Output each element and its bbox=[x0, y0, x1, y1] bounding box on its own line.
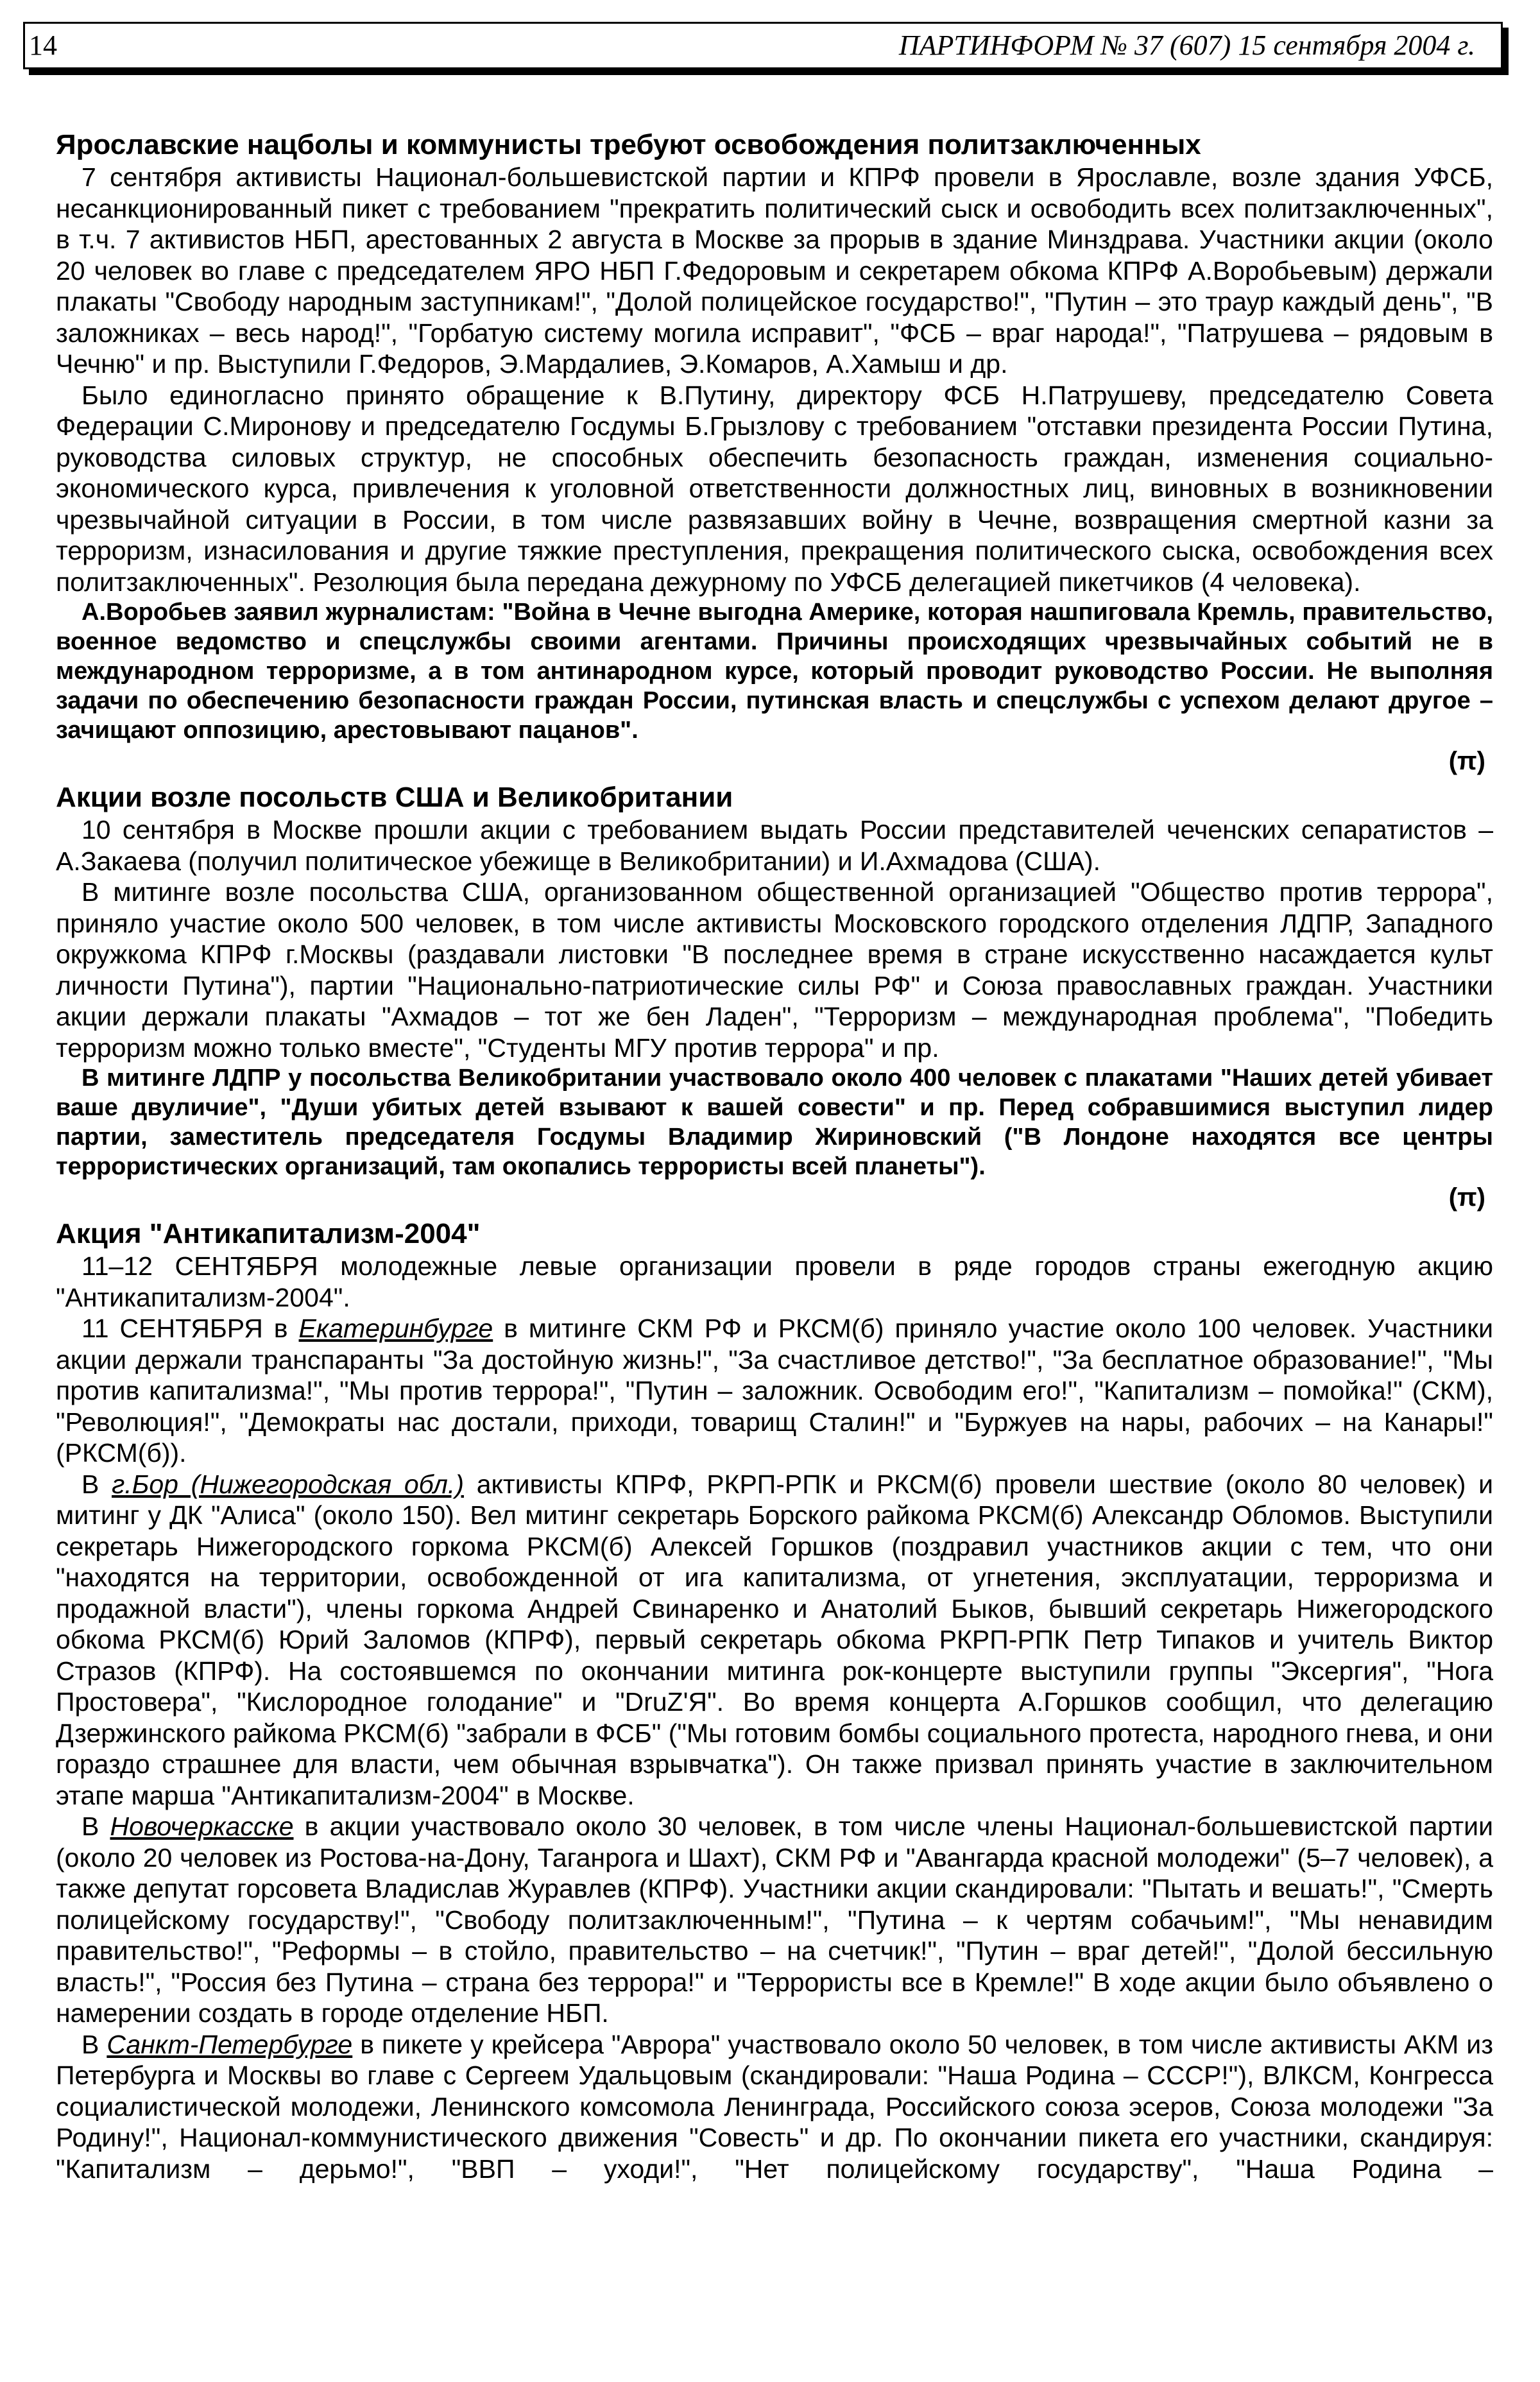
city-link[interactable]: Екатеринбурге bbox=[298, 1314, 493, 1343]
paragraph: 7 сентября активисты Национал-большевистской партии и КПРФ провели в Ярославле, возле здания УФСБ, несанкционированный пикет с требованием "прекратить политический сыск и освободить всех политзаключенных", в т.ч. 7 активистов НБП, арестованных 2 августа в Москве за прорыв в здание Минздрава. Участники акции (около 20 человек во главе с председателем ЯРО НБП Г.Федоровым и секретарем обкома КПРФ А.Воробьевым) держали плакаты "Свободу народным заступникам!", "Долой полицейское государство!", "Путин – это траур каждый день", "В заложниках – весь народ!", "Горбатую систему могила исправит", "ФСБ – враг народа!", "Патрушева – рядовым в Чечню" и пр. Выступили Г.Федоров, Э.Мардалиев, Э.Комаров, А.Хамыш и др. bbox=[56, 162, 1493, 379]
city-paragraph-novocherkassk bbox=[56, 1811, 1493, 2029]
article-title: Ярославские нацболы и коммунисты требуют освобождения политзаключенных bbox=[56, 129, 1201, 160]
paragraph: 11–12 СЕНТЯБРЯ молодежные левые организации провели в ряде городов страны ежегодную акцию "Антикапитализм-2004". bbox=[56, 1251, 1493, 1312]
text: в пикете у крейсера "Аврора" участвовало около 50 человек, в том числе активисты АКМ из Петербурга и Москвы во главе с Сергеем Удальцовым (скандировали: "Наша Родина – СССР!"), ВЛКСМ, Конгресса социалистической молодежи, Ленинского комсомола Ленинграда, Российского союза эсеров, Союза молодежи "За Родину!", Национал-коммунистического движения "Совесть" и др. По окончании пикета его участники, скандируя: "Капитализм – дерьмо!", "ВВП – уходи!", "Нет полицейскому государству", "Наша Родина – bbox=[56, 2029, 1493, 2184]
city-paragraph-ekaterinburg bbox=[56, 1313, 1493, 1469]
city-link[interactable]: Новочеркасске bbox=[110, 1812, 294, 1841]
author-signature: (π) bbox=[1448, 747, 1485, 775]
paragraph: 10 сентября в Москве прошли акции с требованием выдать России представителей чеченских сепаратистов – А.Закаева (получил политическое убежище в Великобритании) и И.Ахмадова (США). bbox=[56, 815, 1493, 876]
page-number: 14 bbox=[29, 30, 57, 61]
article-title: Акция "Антикапитализм-2004" bbox=[56, 1218, 481, 1249]
city-paragraph-spb bbox=[56, 2029, 1493, 2185]
page-content bbox=[56, 128, 1493, 2188]
text: В bbox=[81, 1812, 110, 1841]
text: в митинге СКМ РФ и РКСМ(б) приняло участие около 100 человек. Участники акции держали транспаранты "За достойную жизнь!", "За счастливое детство!", "За бесплатное образование!", "Мы против капитализма!", "Мы против террора!", "Путин – заложник. Освободим его!", "Капитализм – помойка!" (СКМ), "Революция!", "Демократы нас достали, приходи, товарищ Сталин!" и "Буржуев на нары, рабочих – на Канары!" (РКСМ(б)). bbox=[56, 1314, 1493, 1468]
publication-title: ПАРТИНФОРМ № 37 (607) 15 сентября 2004 г. bbox=[898, 30, 1475, 61]
page-header bbox=[23, 22, 1503, 69]
city-link[interactable]: Санкт-Петербурге bbox=[107, 2029, 353, 2059]
paragraph: Было единогласно принято обращение к В.Путину, директору ФСБ Н.Патрушеву, председателю Совета Федерации С.Миронову и председателю Госдумы Б.Грызлову с требованием "отставки президента России Путина, руководства силовых структур, не способных обеспечить безопасность граждан, изменения социально-экономического курса, привлечения к уголовной ответственности должностных лиц, виновных в возникновении чрезвычайной ситуации в России, в том числе развязавших войну в Чечне, возвращения смертной казни за терроризм, изнасилования и другие тяжкие преступления, прекращения политического сыска, освобождения всех политзаключенных". Резолюция была передана дежурному по УФСБ делегацией пикетчиков (4 человека). bbox=[56, 380, 1493, 597]
bold-paragraph: В митинге ЛДПР у посольства Великобритании участвовало около 400 человек с плакатами "Наших детей убивает ваше двуличие", "Души убитых детей взывают к вашей совести" и пр. Перед собравшимися выступил лидер партии, заместитель председателя Госдумы Владимир Жириновский ("В Лондоне находятся все центры террористических организаций, там окопались террористы всей планеты"). bbox=[56, 1065, 1493, 1180]
text: В bbox=[81, 2029, 107, 2059]
city-link[interactable]: г.Бор (Нижегородская обл.) bbox=[112, 1469, 464, 1499]
article-title: Акции возле посольств США и Великобритании bbox=[56, 782, 733, 813]
author-signature: (π) bbox=[1448, 1183, 1485, 1212]
article-anticapitalism bbox=[56, 1217, 1493, 2184]
text: в акции участвовало около 30 человек, в том числе члены Национал-большевистской партии (около 20 человек из Ростова-на-Дону, Таганрога и Шахт), СКМ РФ и "Авангарда красной молодежи" (5–7 человек), а также депутат горсовета Владислав Журавлев (КПРФ). Участники акции скандировали: "Пытать и вешать!", "Смерть полицейскому государству!", "Свободу политзаключенным!", "Путина – к чертям собачьим!", "Мы ненавидим правительство!", "Реформы – в стойло, правительство – на счетчик!", "Путин – враг детей!", "Долой бессильную власть!", "Россия без Путина – страна без террора!" и "Террористы все в Кремле!" В ходе акции было объявлено о намерении создать в городе отделение НБП. bbox=[56, 1812, 1493, 2028]
bold-paragraph: А.Воробьев заявил журналистам: "Война в Чечне выгодна Америке, которая нашпиговала Кремль, правительство, военное ведомство и спецслужбы своими агентами. Причины происходящих чрезвычайных событий не в международном терроризме, а в том антинародном курсе, который проводит руководство России. Не выполняя задачи по обеспечению безопасности граждан России, путинская власть и спецслужбы с успехом делают другое – зачищают оппозицию, арестовывают пацанов". bbox=[56, 599, 1493, 744]
article-embassies bbox=[56, 781, 1493, 1213]
paragraph: В митинге возле посольства США, организованном общественной организацией "Общество против террора", приняло участие около 500 человек, в том числе активисты Московского городского отделения ЛДПР, Западного окружкома КПРФ г.Москвы (раздавали листовки "В последнее время в стране искусственно насаждается культ личности Путина"), партии "Национально-патриотические силы РФ" и Союза православных граждан. Участники акции держали плакаты "Ахмадов – тот же бен Ладен", "Терроризм – международная проблема", "Победить терроризм можно только вместе", "Студенты МГУ против террора" и пр. bbox=[56, 877, 1493, 1063]
text: В bbox=[81, 1469, 112, 1499]
city-paragraph-bor bbox=[56, 1469, 1493, 1812]
article-yaroslavl bbox=[56, 128, 1493, 777]
text: 11 СЕНТЯБРЯ в bbox=[81, 1314, 299, 1343]
text: активисты КПРФ, РКРП-РПК и РКСМ(б) провели шествие (около 80 человек) и митинг у ДК "Алиса" (около 150). Вел митинг секретарь Борского райкома РКСМ(б) Александр Обломов. Выступили секретарь Нижегородского горкома РКСМ(б) Алексей Горшков (поздравил участников акции с тем, что они "находятся на территории, освобожденной от ига капитализма, от угнетения, эксплуатации, терроризма и продажной власти"), члены горкома Андрей Свинаренко и Анатолий Быков, бывший секретарь Нижегородского обкома РКСМ(б) Юрий Заломов (КПРФ), первый секретарь обкома РКРП-РПК Петр Типаков и учитель Виктор Стразов (КПРФ). На состоявшемся по окончании митинга рок-концерте выступили группы "Эксергия", "Нога Простовера", "Кислородное голодание" и "DruZ'Я". Во время концерта А.Горшков сообщил, что делегацию Дзержинского райкома РКСМ(б) "забрали в ФСБ" ("Мы готовим бомбы социального протеста, народного гнева, и они гораздо страшнее для власти, чем обычная взрывчатка"). Он также призвал принять участие в заключительном этапе марша "Антикапитализм-2004" в Москве. bbox=[56, 1469, 1494, 1810]
